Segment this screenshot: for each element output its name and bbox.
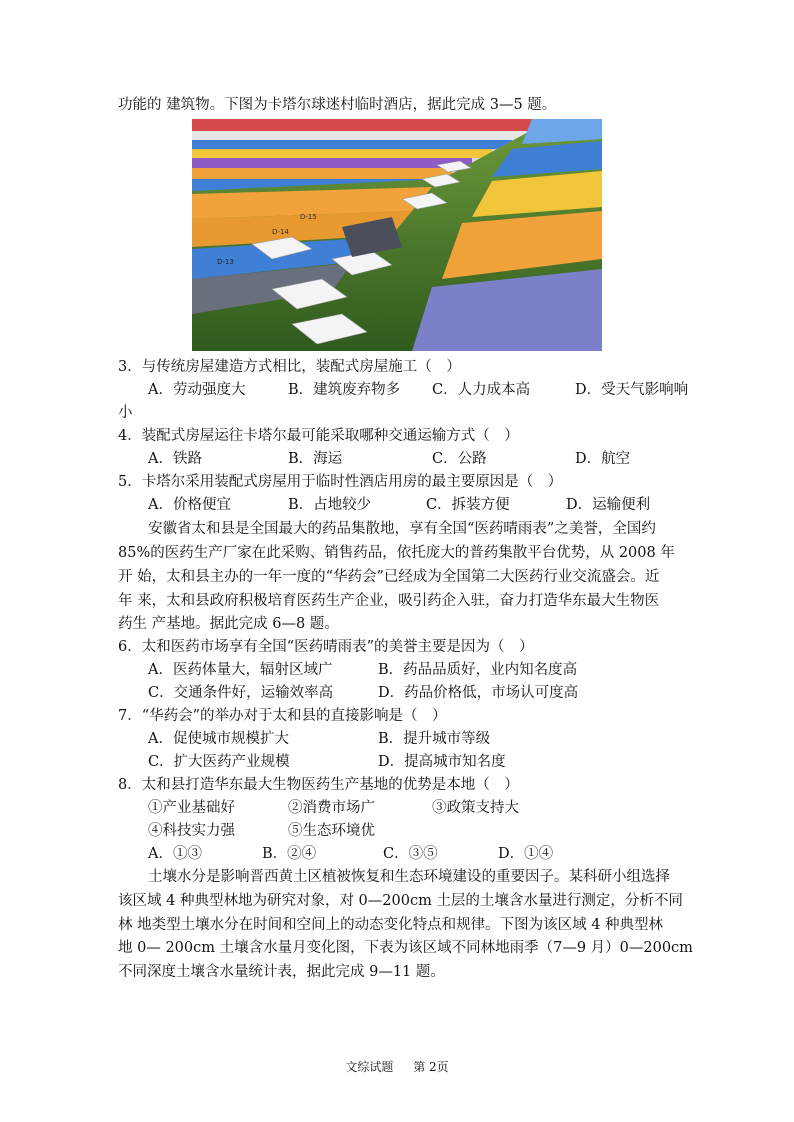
intro-line: 功能的 建筑物。下图为卡塔尔球迷村临时酒店，据此完成 3—5 题。 [118, 97, 557, 113]
q8-option-d[interactable]: D．①④ [498, 846, 554, 862]
q8-item-2: ②消费市场广 [288, 800, 375, 816]
q5-stem: 5．卡塔尔采用装配式房屋用于临时性酒店用房的最主要原因是（ ） [118, 474, 563, 490]
passage3-line-5: 不同深度土壤含水量统计表，据此完成 9—11 题。 [118, 964, 445, 980]
passage2-line-4: 年 来，太和县政府积极培育医药生产企业，吸引药企入驻，奋力打造华东最大生物医 [118, 593, 660, 609]
q8-item-5: ⑤生态环境优 [288, 823, 375, 839]
q6-option-b[interactable]: B．药品品质好，业内知名度高 [378, 662, 578, 678]
q3-option-d-wrap: 小 [118, 405, 133, 421]
q4-option-a[interactable]: A．铁路 [148, 451, 202, 467]
passage2-line-2: 85%的医药生产厂家在此采购、销售药品，依托庞大的普药集散平台优势，从 2008 年 [118, 545, 675, 561]
q8-option-b[interactable]: B．②④ [262, 846, 317, 862]
q8-option-a[interactable]: A．①③ [148, 846, 202, 862]
q7-option-b[interactable]: B．提升城市等级 [378, 731, 491, 747]
container-label-d13: D-13 [217, 258, 234, 266]
q8-item-3: ③政策支持大 [432, 800, 519, 816]
q5-option-c[interactable]: C．拆装方便 [426, 497, 510, 513]
q4-option-c[interactable]: C．公路 [432, 451, 487, 467]
container-label-d14: D-14 [272, 228, 289, 236]
footer-page-number: 第 2页 [413, 1060, 449, 1074]
passage2-line-5: 药生 产基地。据此完成 6—8 题。 [118, 616, 339, 632]
q7-option-a[interactable]: A．促使城市规模扩大 [148, 731, 289, 747]
passage3-line-4: 地 0— 200cm 土壤含水量月变化图，下表为该区域不同林地雨季（7—9 月）0—200cm [118, 940, 693, 956]
fan-village-illustration [192, 119, 602, 351]
q6-stem: 6．太和医药市场享有全国“医药晴雨表”的美誉主要是因为（ ） [118, 639, 534, 655]
q5-option-a[interactable]: A．价格便宜 [148, 497, 231, 513]
fan-village-photo [192, 119, 602, 351]
q3-option-d[interactable]: D．受天气影响响 [575, 382, 689, 398]
q7-stem: 7．“华药会”的举办对于太和县的直接影响是（ ） [118, 708, 447, 724]
q4-option-d[interactable]: D．航空 [575, 451, 631, 467]
q3-option-b[interactable]: B．建筑废弃物多 [288, 382, 401, 398]
q7-option-d[interactable]: D．提高城市知名度 [378, 754, 506, 770]
q7-option-c[interactable]: C．扩大医药产业规模 [148, 754, 290, 770]
page-footer [0, 1058, 794, 1075]
q8-item-4: ④科技实力强 [148, 823, 235, 839]
q4-option-b[interactable]: B．海运 [288, 451, 343, 467]
q6-option-c[interactable]: C．交通条件好，运输效率高 [148, 685, 334, 701]
q3-option-a[interactable]: A．劳动强度大 [148, 382, 246, 398]
passage3-line-3: 林 地类型土壤水分在时间和空间上的动态变化特点和规律。下图为该区域 4 种典型林 [118, 917, 664, 933]
q3-stem: 3．与传统房屋建造方式相比，装配式房屋施工（ ） [118, 359, 461, 375]
footer-subject: 文综试题 [345, 1060, 394, 1074]
q6-option-a[interactable]: A．医药体量大，辐射区域广 [148, 662, 333, 678]
q8-option-c[interactable]: C．③⑤ [383, 846, 438, 862]
passage2-line-1: 安徽省太和县是全国最大的药品集散地，享有全国“医药晴雨表”之美誉，全国约 [148, 521, 656, 537]
container-label-d15: D-15 [300, 213, 317, 221]
q5-option-b[interactable]: B．占地较少 [288, 497, 372, 513]
q5-option-d[interactable]: D．运输便利 [566, 497, 651, 513]
q8-item-1: ①产业基础好 [148, 800, 235, 816]
q3-option-c[interactable]: C．人力成本高 [432, 382, 531, 398]
q8-stem: 8．太和县打造华东最大生物医药生产基地的优势是本地（ ） [118, 777, 519, 793]
passage2-line-3: 开 始，太和县主办的一年一度的“华药会”已经成为全国第二大医药行业交流盛会。近 [118, 569, 660, 585]
q6-option-d[interactable]: D．药品价格低，市场认可度高 [378, 685, 579, 701]
passage3-line-1: 土壤水分是影响晋西黄土区植被恢复和生态环境建设的重要因子。某科研小组选择 [148, 869, 670, 885]
q4-stem: 4．装配式房屋运往卡塔尔最可能采取哪种交通运输方式（ ） [118, 428, 519, 444]
passage3-line-2: 该区域 4 种典型林地为研究对象，对 0—200cm 土层的土壤含水量进行测定，分析不同 [118, 893, 683, 909]
